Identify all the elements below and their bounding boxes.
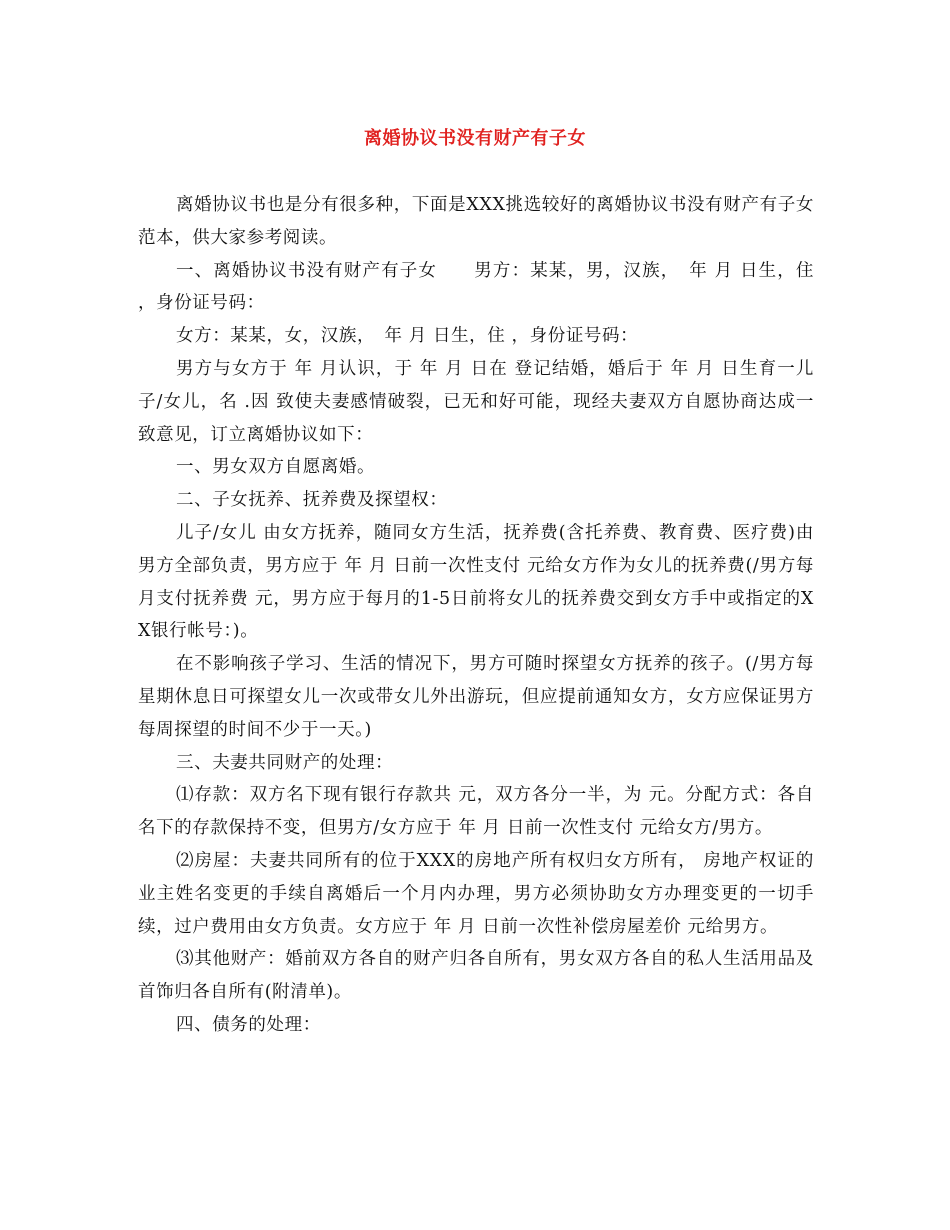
paragraph-property-other: ⑶其他财产：婚前双方各自的财产归各自所有，男女双方各自的私人生活用品及首饰归各自所有(附清单)。 bbox=[138, 949, 814, 1003]
paragraph-child-support: 儿子/女儿 由女方抚养，随同女方生活，抚养费(含托养费、教育费、医疗费)由男方全部负责，男方应于 年 月 日前一次性支付 元给女方作为女儿的抚养费(/男方每月支付抚养费 元，男方应于每月的1-5日前将女儿的抚养费交到女方手中或指定的XX银行帐号：)。 bbox=[138, 522, 814, 642]
paragraph-clause-debts-heading: 四、债务的处理： bbox=[176, 1014, 321, 1035]
paragraph-clause-property-heading: 三、夫妻共同财产的处理： bbox=[176, 752, 394, 773]
document-title: 离婚协议书没有财产有子女 bbox=[364, 128, 586, 149]
paragraph-property-house: ⑵房屋：夫妻共同所有的位于XXX的房地产所有权归女方所有， 房地产权证的业主姓名变更的手续自离婚后一个月内办理，男方必须协助女方办理变更的一切手续，过户费用由女方负责。女方应于 年 月 日前一次性补偿房屋差价 元给男方。 bbox=[138, 850, 814, 937]
paragraph-husband-info: 一、离婚协议书没有财产有子女 男方：某某，男，汉族， 年 月 日生，住 ，身份证号码： bbox=[138, 260, 814, 314]
paragraph-clause-children-heading: 二、子女抚养、抚养费及探望权： bbox=[176, 490, 448, 511]
paragraph-marriage-background: 男方与女方于 年 月认识，于 年 月 日在 登记结婚，婚后于 年 月 日生育一儿子/女儿，名 .因 致使夫妻感情破裂，已无和好可能，现经夫妻双方自愿协商达成一致意见，订立离婚协议如下： bbox=[138, 358, 814, 445]
paragraph-wife-info: 女方：某某，女，汉族， 年 月 日生，住 ，身份证号码： bbox=[176, 326, 639, 347]
document-body bbox=[138, 189, 814, 1042]
paragraph-property-deposits: ⑴存款：双方名下现有银行存款共 元，双方各分一半，为 元。分配方式：各自名下的存款保持不变，但男方/女方应于 年 月 日前一次性支付 元给女方/男方。 bbox=[138, 785, 814, 839]
paragraph-intro: 离婚协议书也是分有很多种，下面是XXX挑选较好的离婚协议书没有财产有子女范本，供大家参考阅读。 bbox=[138, 195, 814, 248]
paragraph-visitation: 在不影响孩子学习、生活的情况下，男方可随时探望女方抚养的孩子。(/男方每星期休息日可探望女儿一次或带女儿外出游玩，但应提前通知女方，女方应保证男方每周探望的时间不少于一天。) bbox=[138, 654, 814, 740]
paragraph-clause-divorce: 一、男女双方自愿离婚。 bbox=[176, 457, 376, 478]
